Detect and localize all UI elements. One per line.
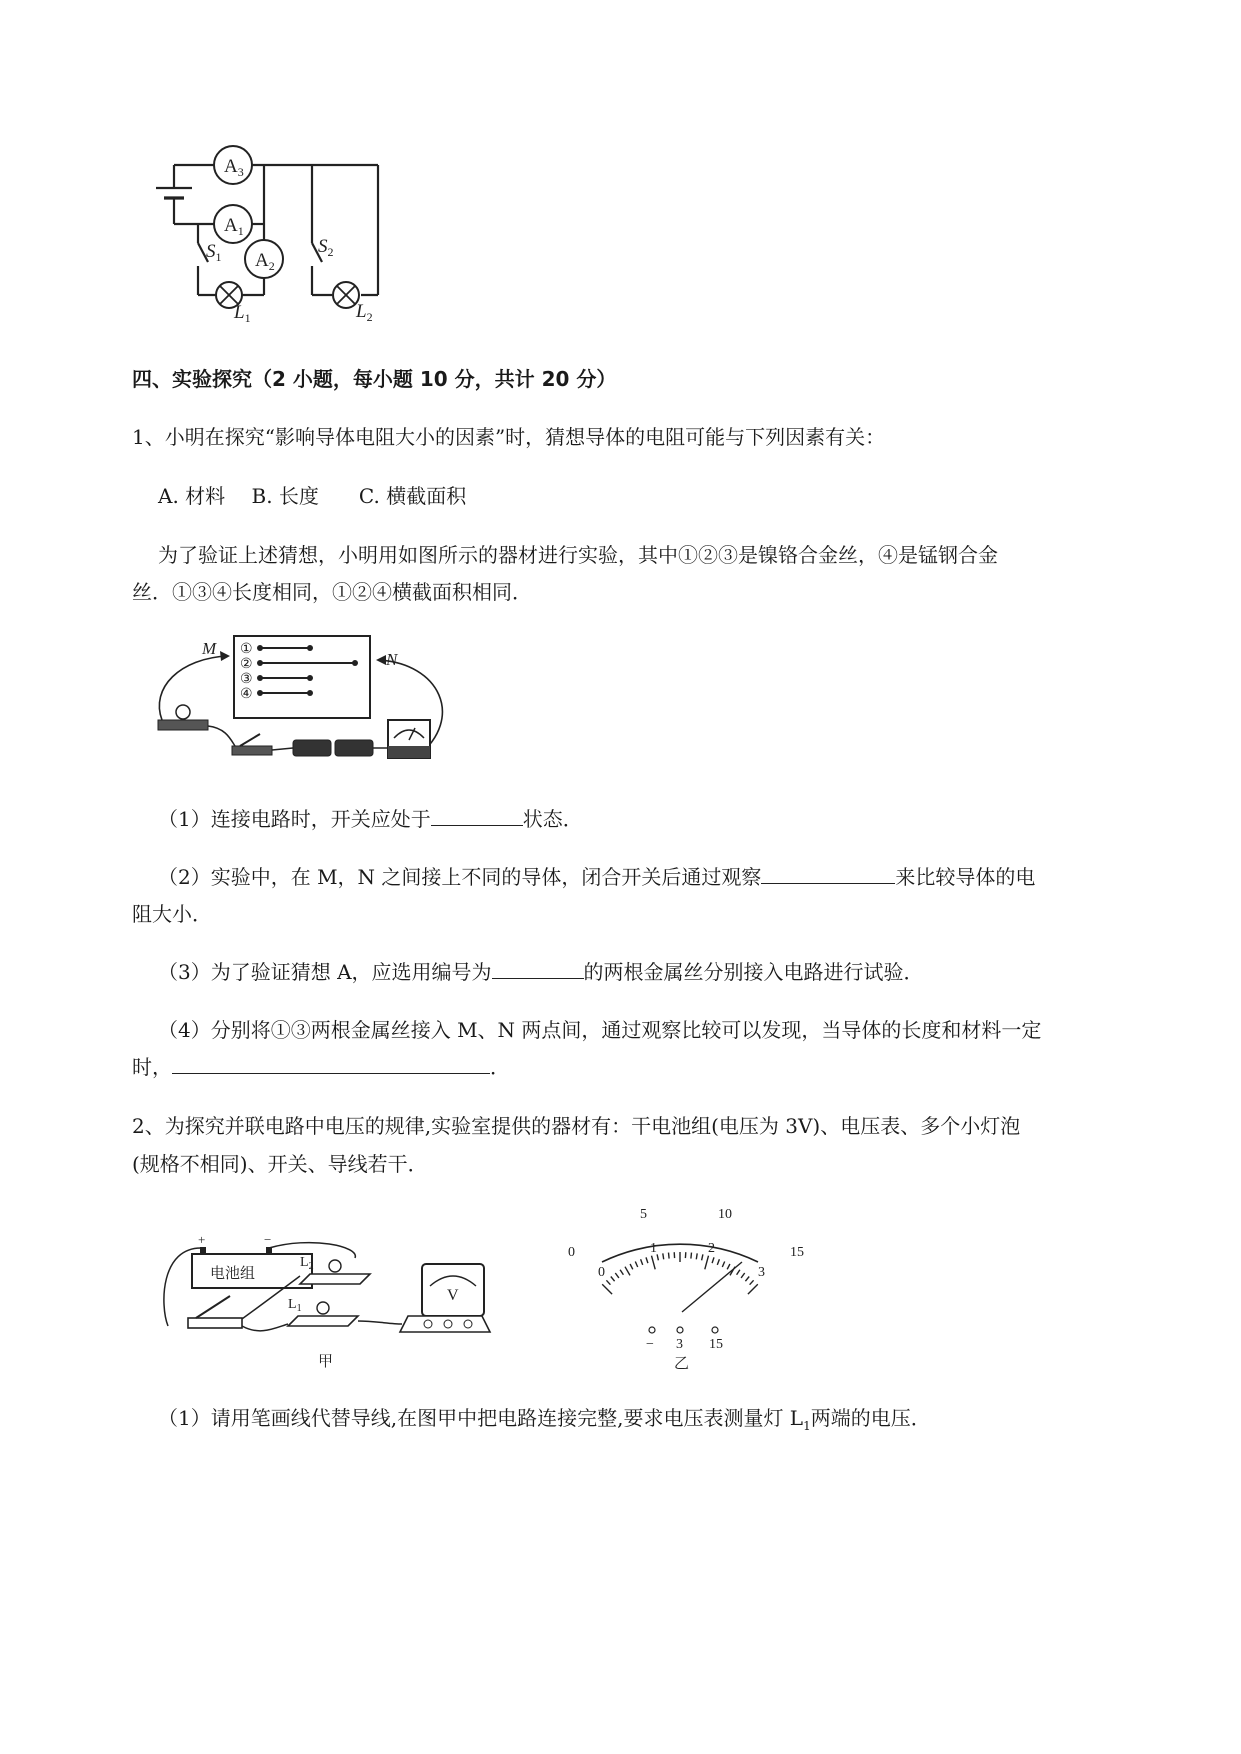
svg-text:1: 1 xyxy=(650,1241,657,1256)
dial-tick xyxy=(641,1259,643,1265)
q1-stem: 1、小明在探究“影响导体电阻大小的因素”时，猜想导体的电阻可能与下列因素有关： xyxy=(132,425,886,449)
dial-tick xyxy=(630,1264,633,1269)
dial-tick xyxy=(620,1270,623,1275)
voltmeter-needle xyxy=(682,1262,742,1312)
dial-tick xyxy=(606,1280,610,1284)
dial-tick xyxy=(652,1256,656,1270)
dial-tick xyxy=(722,1262,724,1268)
dial-tick xyxy=(625,1267,630,1276)
dial-tick xyxy=(717,1259,719,1265)
figure-yi-voltmeter-scale xyxy=(560,1196,820,1376)
svg-text:L1: $L_1$ xyxy=(288,1297,302,1314)
svg-text:M: M xyxy=(202,639,217,658)
svg-text:10: 10 xyxy=(718,1207,732,1222)
svg-text:−: − xyxy=(646,1337,654,1352)
svg-text:L2: $L_2$ xyxy=(300,1255,314,1272)
dial-tick xyxy=(750,1280,754,1284)
dial-tick xyxy=(663,1253,664,1259)
q1-desc-line1: 为了验证上述猜想，小明用如图所示的器材进行实验，其中①②③是镍铬合金丝，④是锰钢合金 xyxy=(158,543,998,567)
svg-text:2: 2 xyxy=(708,1241,715,1256)
svg-text:A3: $A_3$ xyxy=(224,156,244,179)
svg-text:0: 0 xyxy=(598,1265,605,1280)
dial-tick xyxy=(611,1277,615,1282)
q1-desc-line2: 丝．①③④长度相同，①②④横截面积相同． xyxy=(132,580,532,604)
svg-text:A2: $A_2$ xyxy=(255,250,275,273)
svg-text:电池组: 电池组 xyxy=(210,1264,256,1282)
q1-part2: （2）实验中，在 M，N 之间接上不同的导体，闭合开关后通过观察 来比较导体的电 xyxy=(158,865,1036,889)
dial-tick xyxy=(712,1257,714,1263)
dial-tick xyxy=(741,1273,745,1278)
svg-text:3: 3 xyxy=(758,1265,765,1280)
svg-text:③: ③ xyxy=(240,672,253,687)
dial-tick xyxy=(696,1253,697,1259)
svg-text:①: ① xyxy=(240,642,253,657)
q1-part4-line1: （4）分别将①③两根金属丝接入 M、N 两点间，通过观察比较可以发现，当导体的长度和材料一定 xyxy=(158,1018,1042,1042)
svg-text:②: ② xyxy=(240,657,253,672)
svg-text:0: 0 xyxy=(568,1245,575,1260)
figure-jia-circuit xyxy=(160,1236,500,1376)
q1-part2-line2: 阻大小． xyxy=(132,902,212,926)
dial-tick xyxy=(615,1273,619,1278)
svg-text:N: N xyxy=(386,650,398,669)
dial-tick xyxy=(635,1262,637,1268)
dial-tick xyxy=(727,1264,730,1269)
dial-tick xyxy=(748,1284,758,1294)
svg-text:L2: $L_2$ xyxy=(356,301,373,324)
dial-tick xyxy=(691,1253,692,1259)
circuit-diagram xyxy=(150,140,390,330)
q1-part1: （1）连接电路时，开关应处于 状态． xyxy=(158,807,583,831)
q1-part3-blank[interactable] xyxy=(492,958,584,979)
resistance-apparatus-figure xyxy=(150,628,470,778)
dial-tick xyxy=(737,1270,740,1275)
svg-text:S2: $S_2$ xyxy=(318,236,334,259)
section-title: 四、实验探究（2 小题，每小题 10 分，共计 20 分） xyxy=(132,367,617,391)
dial-tick xyxy=(705,1256,709,1270)
q2-part1: （1）请用笔画线代替导线,在图甲中把电路连接完整,要求电压表测量灯 $L_1$两端的电压． xyxy=(158,1406,931,1433)
svg-text:④: ④ xyxy=(240,687,253,702)
svg-text:A1: $A_1$ xyxy=(224,215,244,238)
svg-text:5: 5 xyxy=(640,1207,647,1222)
q1-part4-line2: 时， ． xyxy=(132,1055,510,1079)
dial-tick xyxy=(646,1257,648,1263)
dial-tick xyxy=(669,1253,670,1259)
q1-options: A. 材料 B. 长度 C. 横截面积 xyxy=(158,484,467,508)
dial-tick xyxy=(602,1284,612,1294)
svg-text:V: V xyxy=(447,1287,459,1304)
q1-part2-blank[interactable] xyxy=(761,863,895,884)
q2-stem-line2: (规格不相同)、开关、导线若干． xyxy=(132,1152,428,1176)
svg-text:+: + xyxy=(198,1236,206,1247)
q1-part3: （3）为了验证猜想 A，应选用编号为 的两根金属丝分别接入电路进行试验． xyxy=(158,960,924,984)
svg-text:15: 15 xyxy=(790,1245,804,1260)
q1-part4-blank[interactable] xyxy=(172,1053,490,1074)
svg-text:−: − xyxy=(264,1236,272,1247)
svg-text:甲: 甲 xyxy=(318,1352,334,1370)
svg-text:L1: $L_1$ xyxy=(234,302,251,325)
dial-tick xyxy=(745,1277,749,1282)
svg-text:乙: 乙 xyxy=(674,1354,690,1372)
svg-text:15: 15 xyxy=(709,1337,723,1352)
svg-text:3: 3 xyxy=(676,1337,683,1352)
q2-stem-line1: 2、为探究并联电路中电压的规律,实验室提供的器材有：干电池组(电压为 3V)、电压表、多个小灯泡 xyxy=(132,1114,1021,1138)
dial-tick xyxy=(702,1254,703,1260)
dial-tick xyxy=(657,1254,658,1260)
q1-part1-blank[interactable] xyxy=(431,805,523,826)
svg-text:S1: $S_1$ xyxy=(206,241,222,264)
